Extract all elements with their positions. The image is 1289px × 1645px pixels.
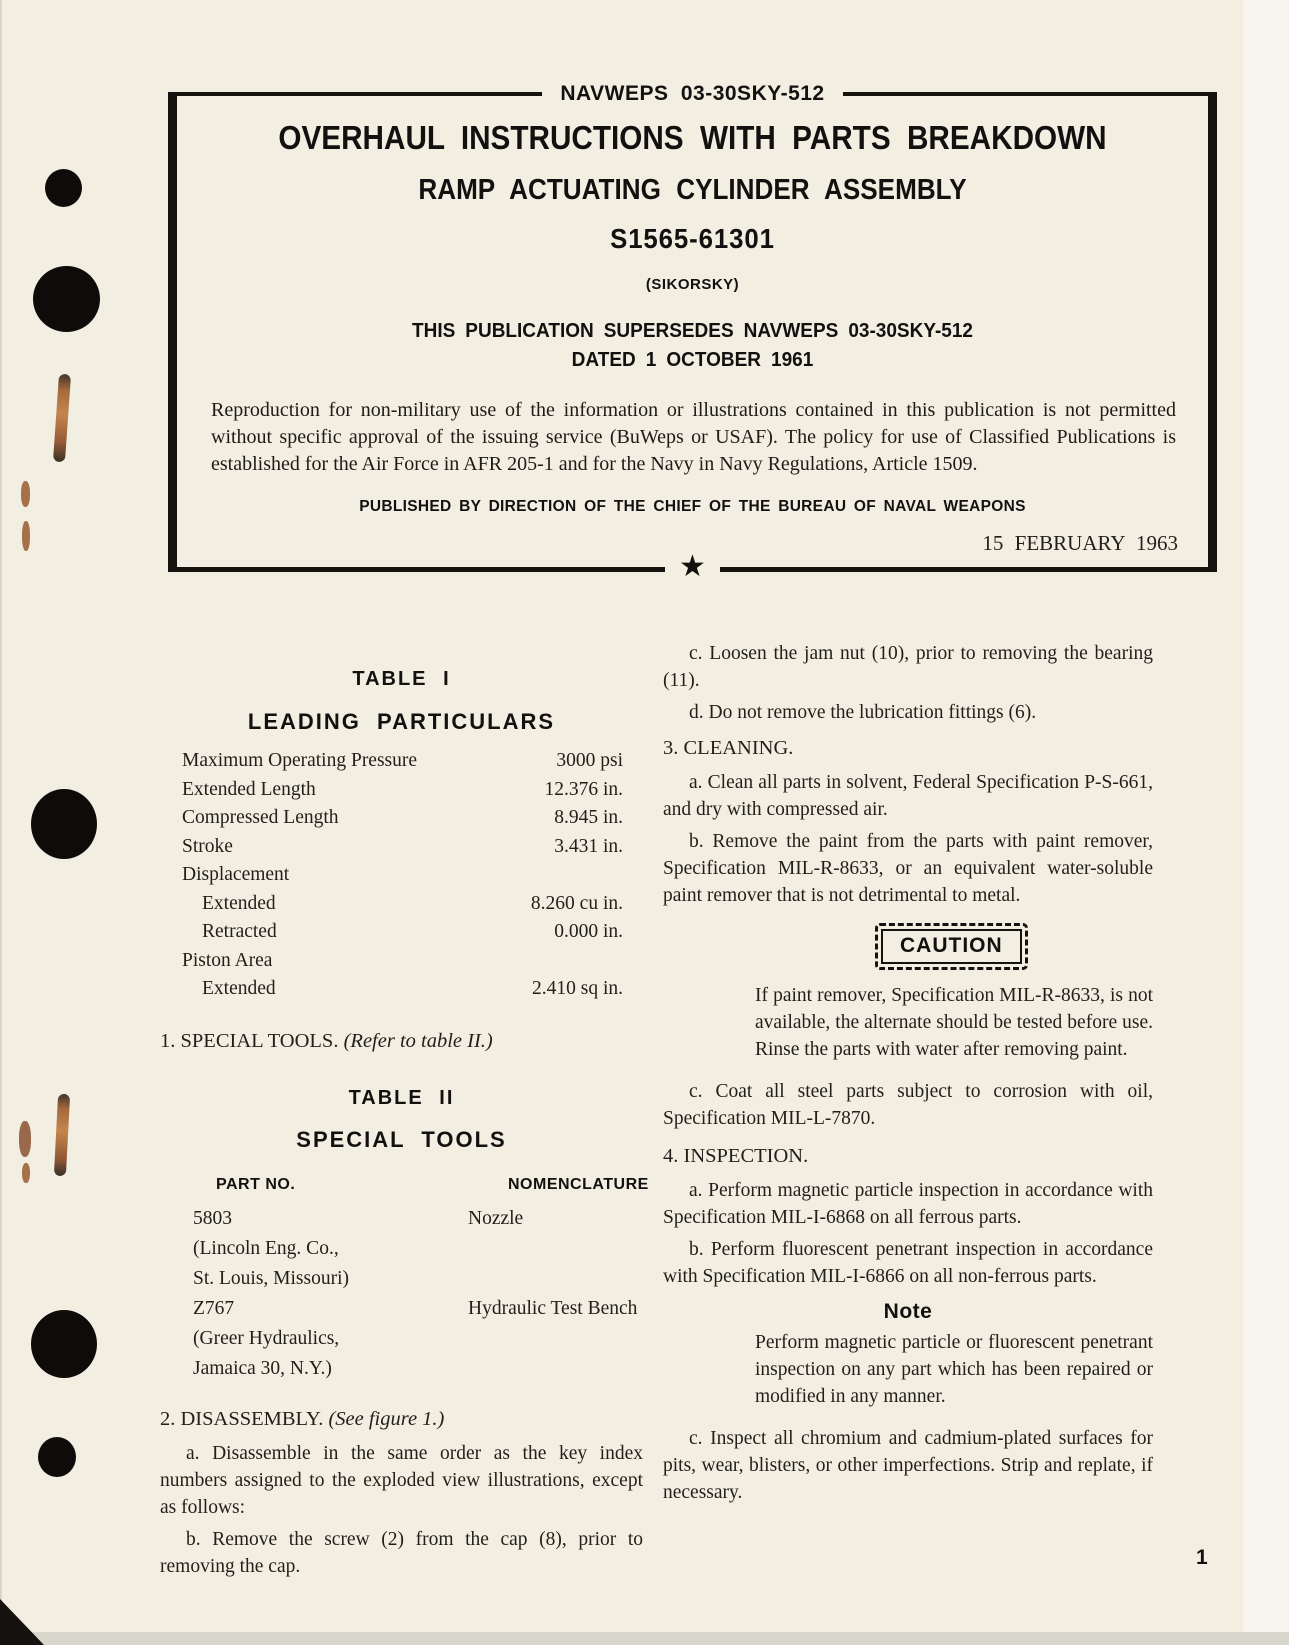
table-row: Compressed Length 8.945 in.: [182, 807, 623, 828]
section-inspection-heading: 4. INSPECTION.: [663, 1145, 809, 1167]
paragraph: b. Remove the paint from the parts with paint remover, Specification MIL-R-8633, or an equivalent water-soluble paint remover that is not detrimental to metal.: [663, 831, 1153, 906]
punch-hole-mark: [33, 266, 100, 332]
section-cleaning-heading: 3. CLEANING.: [663, 737, 794, 759]
table2-title: TABLE II: [348, 1086, 455, 1109]
table-row: Extended Length 12.376 in.: [182, 778, 623, 800]
paragraph: c. Inspect all chromium and cadmium-plated surfaces for pits, wear, blisters, or other imperfections. Strip and replate, if necessary.: [663, 1428, 1153, 1503]
paragraph: a. Perform magnetic particle inspection in accordance with Specification MIL-I-6868 on all ferrous parts.: [663, 1180, 1153, 1228]
title-block-top-border: [168, 82, 1217, 106]
left-column: [160, 640, 649, 1580]
punch-hole-mark: [45, 169, 82, 207]
published-by-line: PUBLISHED BY DIRECTION OF THE CHIEF OF THE BUREAU OF NAVAL WEAPONS: [359, 498, 1026, 515]
table-row: Extended 2.410 sq in.: [202, 978, 623, 999]
paragraph: c. Coat all steel parts subject to corrosion with oil, Specification MIL-L-7870.: [663, 1081, 1153, 1129]
table-row: (Greer Hydraulics,: [193, 1327, 340, 1349]
rust-stain: [22, 521, 30, 551]
note-label: Note: [883, 1300, 933, 1323]
paragraph: a. Disassemble in the same order as the key index numbers assigned to the exploded view illustrations, except as follows:: [160, 1442, 643, 1518]
section-special-tools-heading: 1. SPECIAL TOOLS. (Refer to table II.): [160, 1029, 493, 1052]
paragraph: b. Perform fluorescent penetrant inspection in accordance with Specification MIL-I-6866 on all non-ferrous parts.: [663, 1239, 1153, 1287]
table-row: Extended 8.260 cu in.: [202, 892, 623, 914]
supersedes-notice: THIS PUBLICATION SUPERSEDES NAVWEPS 03-30SKY-512 DATED 1 OCTOBER 1961: [411, 320, 973, 371]
right-column: [663, 640, 1153, 1506]
publication-date: 15 FEBRUARY 1963: [982, 531, 1178, 555]
table1-title: TABLE I: [352, 668, 451, 690]
reproduction-notice: Reproduction for non-military use of the information or illustrations contained in this publication is not permitted without specific approval of the issuing service (BuWeps or USAF). The policy for use of Classified Publications is established for the Air Force in AFR 205-1 and for the Navy in Navy Regulations, Article 1509.: [211, 399, 1176, 475]
punch-hole-mark: [31, 789, 97, 859]
leading-particulars-table: [160, 747, 643, 1004]
table-row: Z767 Hydraulic Test Bench: [193, 1297, 638, 1319]
table-row: Piston Area: [182, 949, 273, 971]
title-block-bottom-border: [168, 550, 1217, 584]
table1-subtitle: LEADING PARTICULARS: [247, 709, 556, 734]
scan-edge-left: [0, 0, 2, 1645]
section-disassembly-heading: 2. DISASSEMBLY. (See figure 1.): [160, 1407, 445, 1430]
paragraph: c. Loosen the jam nut (10), prior to removing the bearing (11).: [663, 643, 1153, 691]
note-text: Perform magnetic particle or fluorescent penetrant inspection on any part which has been repaired or modified in any manner.: [755, 1332, 1153, 1407]
table-row: Retracted 0.000 in.: [202, 921, 623, 942]
paragraph: d. Do not remove the lubrication fittings (6).: [689, 702, 1037, 723]
page-number: 1: [1196, 1546, 1208, 1569]
table-row: Stroke 3.431 in.: [182, 835, 623, 857]
assembly-number: S1565-61301: [610, 223, 775, 254]
star-icon: ★: [679, 550, 706, 583]
manufacturer: (SIKORSKY): [645, 276, 740, 293]
table-row: Displacement: [182, 864, 290, 885]
assembly-title: RAMP ACTUATING CYLINDER ASSEMBLY: [418, 174, 967, 206]
scan-edge-right: [1243, 0, 1289, 1645]
caution-box: [875, 923, 1028, 970]
publication-number: NAVWEPS 03-30SKY-512: [560, 82, 825, 105]
rust-stain: [19, 1121, 31, 1157]
table-row: Jamaica 30, N.Y.): [193, 1357, 332, 1379]
punch-hole-mark: [38, 1437, 76, 1477]
caution-label: CAUTION: [881, 929, 1022, 964]
caution-text: If paint remover, Specification MIL-R-8633, is not available, the alternate should be tested before use. Rinse the parts with water after removing paint.: [755, 985, 1153, 1060]
title-block: [168, 82, 1217, 583]
document-title: OVERHAUL INSTRUCTIONS WITH PARTS BREAKDOWN: [278, 119, 1107, 156]
punch-hole-mark: [31, 1310, 97, 1378]
special-tools-table: [160, 1204, 643, 1384]
rust-stain: [22, 1163, 30, 1183]
table2-subtitle: SPECIAL TOOLS: [296, 1126, 507, 1152]
scan-edge-bottom: [0, 1632, 1289, 1645]
table-row: Maximum Operating Pressure 3000 psi: [182, 750, 623, 771]
paragraph: a. Clean all parts in solvent, Federal Specification P-S-661, and dry with compressed air.: [663, 772, 1153, 820]
rust-stain: [21, 481, 30, 507]
table-row: (Lincoln Eng. Co.,: [193, 1237, 339, 1259]
table-row: St. Louis, Missouri): [193, 1267, 350, 1289]
rust-stain: [53, 374, 71, 463]
paragraph: b. Remove the screw (2) from the cap (8), prior to removing the cap.: [160, 1528, 643, 1577]
table-row: 5803 Nozzle: [193, 1207, 524, 1229]
special-tools-header-row: PART NO. NOMENCLATURE: [216, 1175, 649, 1193]
rust-stain: [54, 1094, 70, 1177]
